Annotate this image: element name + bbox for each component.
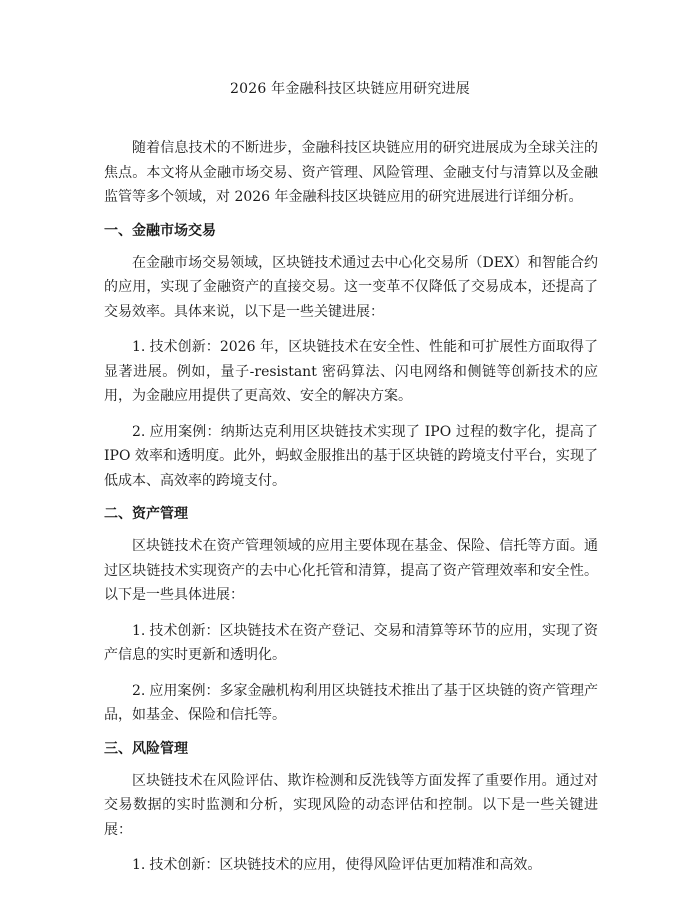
intro-paragraph: 随着信息技术的不断进步，金融科技区块链应用的研究进展成为全球关注的焦点。本文将从金融市场交易、资产管理、风险管理、金融支付与清算以及金融监管等多个领域，对 2026 年金融科技区块链应用的研究进展进行详细分析。 [104,140,598,205]
section-heading-risk-management: 三、风险管理 [104,740,188,757]
list-item-text: 技术创新：区块链技术在资产登记、交易和清算等环节的应用，实现了资产信息的实时更新和透明化。 [104,622,598,663]
list-item-number: 2. [132,423,146,440]
section-paragraph: 在金融市场交易领域，区块链技术通过去中心化交易所（DEX）和智能合约的应用，实现了金融资产的直接交易。这一变革不仅降低了交易成本，还提高了交易效率。具体来说，以下是一些关键进展： [104,254,598,320]
list-item-text: 技术创新：区块链技术的应用，使得风险评估更加精准和高效。 [149,857,542,873]
section-paragraph: 区块链技术在资产管理领域的应用主要体现在基金、保险、信托等方面。通过区块链技术实现资产的去中心化托管和清算，提高了资产管理效率和安全性。以下是一些具体进展： [104,538,598,603]
list-item-text: 技术创新：2026 年，区块链技术在安全性、性能和可扩展性方面取得了显著进展。例如，量子-resistant 密码算法、闪电网络和侧链等创新技术的应用，为金融应用提供了更高效、安全的解决方案。 [104,339,598,404]
section-heading-market-trading: 一、金融市场交易 [104,222,216,239]
list-item-number: 1. [132,339,146,355]
list-item [104,619,598,668]
list-item-text: 应用案例：多家金融机构利用区块链技术推出了基于区块链的资产管理产品，如基金、保险和信托等。 [104,682,598,723]
list-item-number: 1. [132,857,146,873]
document-title: 2026 年金融科技区块链应用研究进展 [230,81,470,97]
section-heading-asset-management: 二、资产管理 [104,506,188,522]
list-item [104,420,598,494]
section-paragraph: 区块链技术在风险评估、欺诈检测和反洗钱等方面发挥了重要作用。通过对交易数据的实时监测和分析，实现风险的动态评估和控制。以下是一些关键进展： [104,772,598,838]
list-item [104,679,598,728]
list-item-number: 2. [132,682,146,699]
list-item-number: 1. [132,622,146,639]
list-item [104,335,598,409]
list-item-text: 应用案例：纳斯达克利用区块链技术实现了 IPO 过程的数字化，提高了 IPO 效率和透明度。此外，蚂蚁金服推出的基于区块链的跨境支付平台，实现了低成本、高效率的跨境支付。 [104,423,598,489]
list-item [104,853,598,878]
document-body [104,136,598,889]
